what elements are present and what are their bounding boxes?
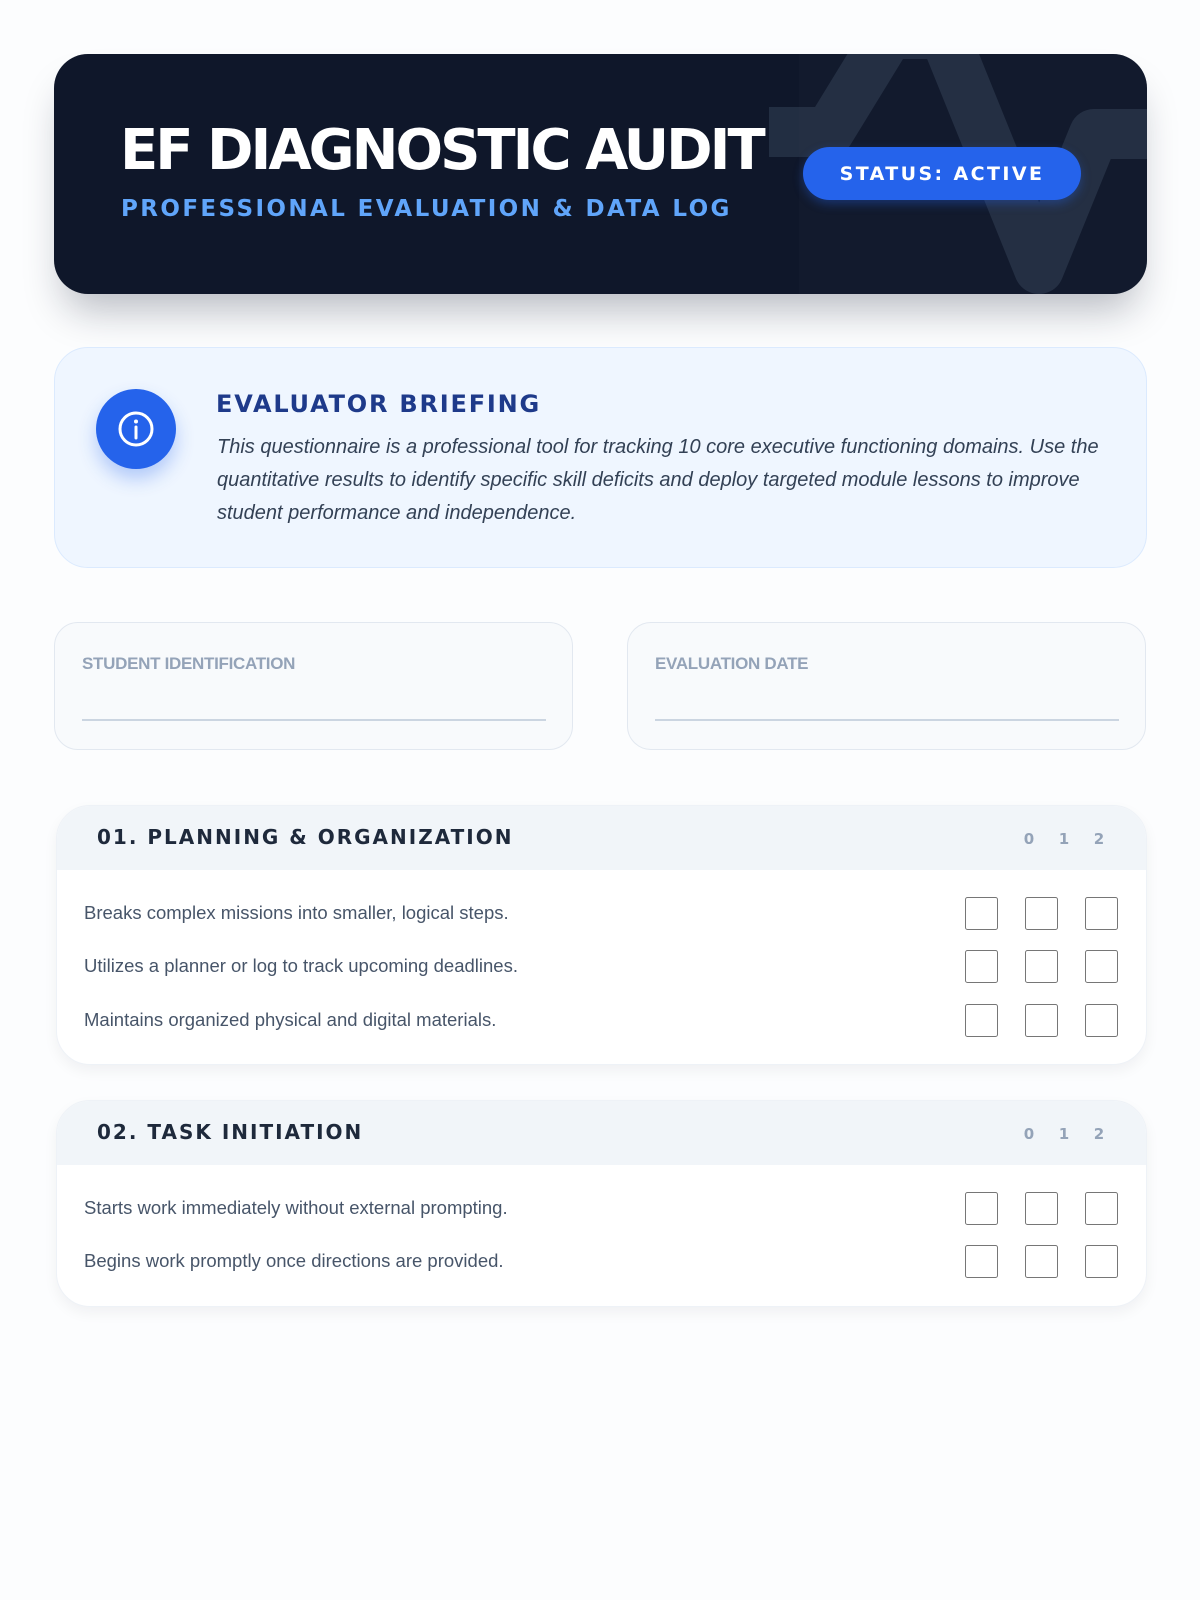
section-header — [57, 1101, 1146, 1165]
info-icon — [96, 389, 176, 469]
list-item: Utilizes a planner or log to track upcoming deadlines. — [84, 955, 518, 976]
header-banner — [54, 54, 1147, 294]
evaluator-briefing-card — [54, 347, 1147, 568]
scale-label-0: 0 — [1023, 1125, 1035, 1143]
evaluation-date-label: EVALUATION DATE — [655, 654, 809, 673]
scale-label-2: 2 — [1093, 830, 1105, 848]
section-title: 01. PLANNING & ORGANIZATION — [97, 825, 514, 849]
rating-checkbox-0[interactable] — [965, 1192, 998, 1225]
scale-label-1: 1 — [1058, 830, 1070, 848]
evaluation-date-card — [627, 622, 1146, 750]
list-item: Breaks complex missions into smaller, logical steps. — [84, 902, 509, 923]
page-subtitle: PROFESSIONAL EVALUATION & DATA LOG — [121, 196, 732, 222]
section-task-initiation — [56, 1100, 1147, 1307]
section-planning-organization — [56, 805, 1147, 1065]
rating-checkbox-0[interactable] — [965, 950, 998, 983]
scale-label-0: 0 — [1023, 830, 1035, 848]
rating-checkbox-1[interactable] — [1025, 950, 1058, 983]
scale-label-1: 1 — [1058, 1125, 1070, 1143]
rating-checkbox-2[interactable] — [1085, 897, 1118, 930]
rating-checkbox-2[interactable] — [1085, 1245, 1118, 1278]
rating-checkbox-2[interactable] — [1085, 1004, 1118, 1037]
rating-checkbox-0[interactable] — [965, 1245, 998, 1278]
briefing-title: EVALUATOR BRIEFING — [216, 390, 542, 418]
evaluation-date-field[interactable] — [655, 685, 1119, 721]
rating-checkbox-1[interactable] — [1025, 1245, 1058, 1278]
section-header — [57, 806, 1146, 870]
rating-checkbox-2[interactable] — [1085, 1192, 1118, 1225]
rating-checkbox-1[interactable] — [1025, 1004, 1058, 1037]
rating-checkbox-1[interactable] — [1025, 1192, 1058, 1225]
list-item: Starts work immediately without external prompting. — [84, 1197, 508, 1218]
student-id-label: STUDENT IDENTIFICATION — [82, 654, 296, 673]
scale-label-2: 2 — [1093, 1125, 1105, 1143]
list-item: Maintains organized physical and digital materials. — [84, 1009, 497, 1030]
student-id-field[interactable] — [82, 685, 546, 721]
rating-checkbox-1[interactable] — [1025, 897, 1058, 930]
page-title: EF DIAGNOSTIC AUDIT — [120, 118, 763, 183]
section-title: 02. TASK INITIATION — [97, 1120, 364, 1144]
rating-checkbox-0[interactable] — [965, 1004, 998, 1037]
student-id-card — [54, 622, 573, 750]
rating-checkbox-0[interactable] — [965, 897, 998, 930]
briefing-text: This questionnaire is a professional tool for tracking 10 core executive functioning domains. Use the quantitative results to identify specific skill deficits and deploy targeted module lessons to improve student performance and independence. — [217, 436, 1099, 524]
status-badge[interactable]: STATUS: ACTIVE — [803, 147, 1081, 200]
list-item: Begins work promptly once directions are provided. — [84, 1250, 504, 1271]
rating-checkbox-2[interactable] — [1085, 950, 1118, 983]
